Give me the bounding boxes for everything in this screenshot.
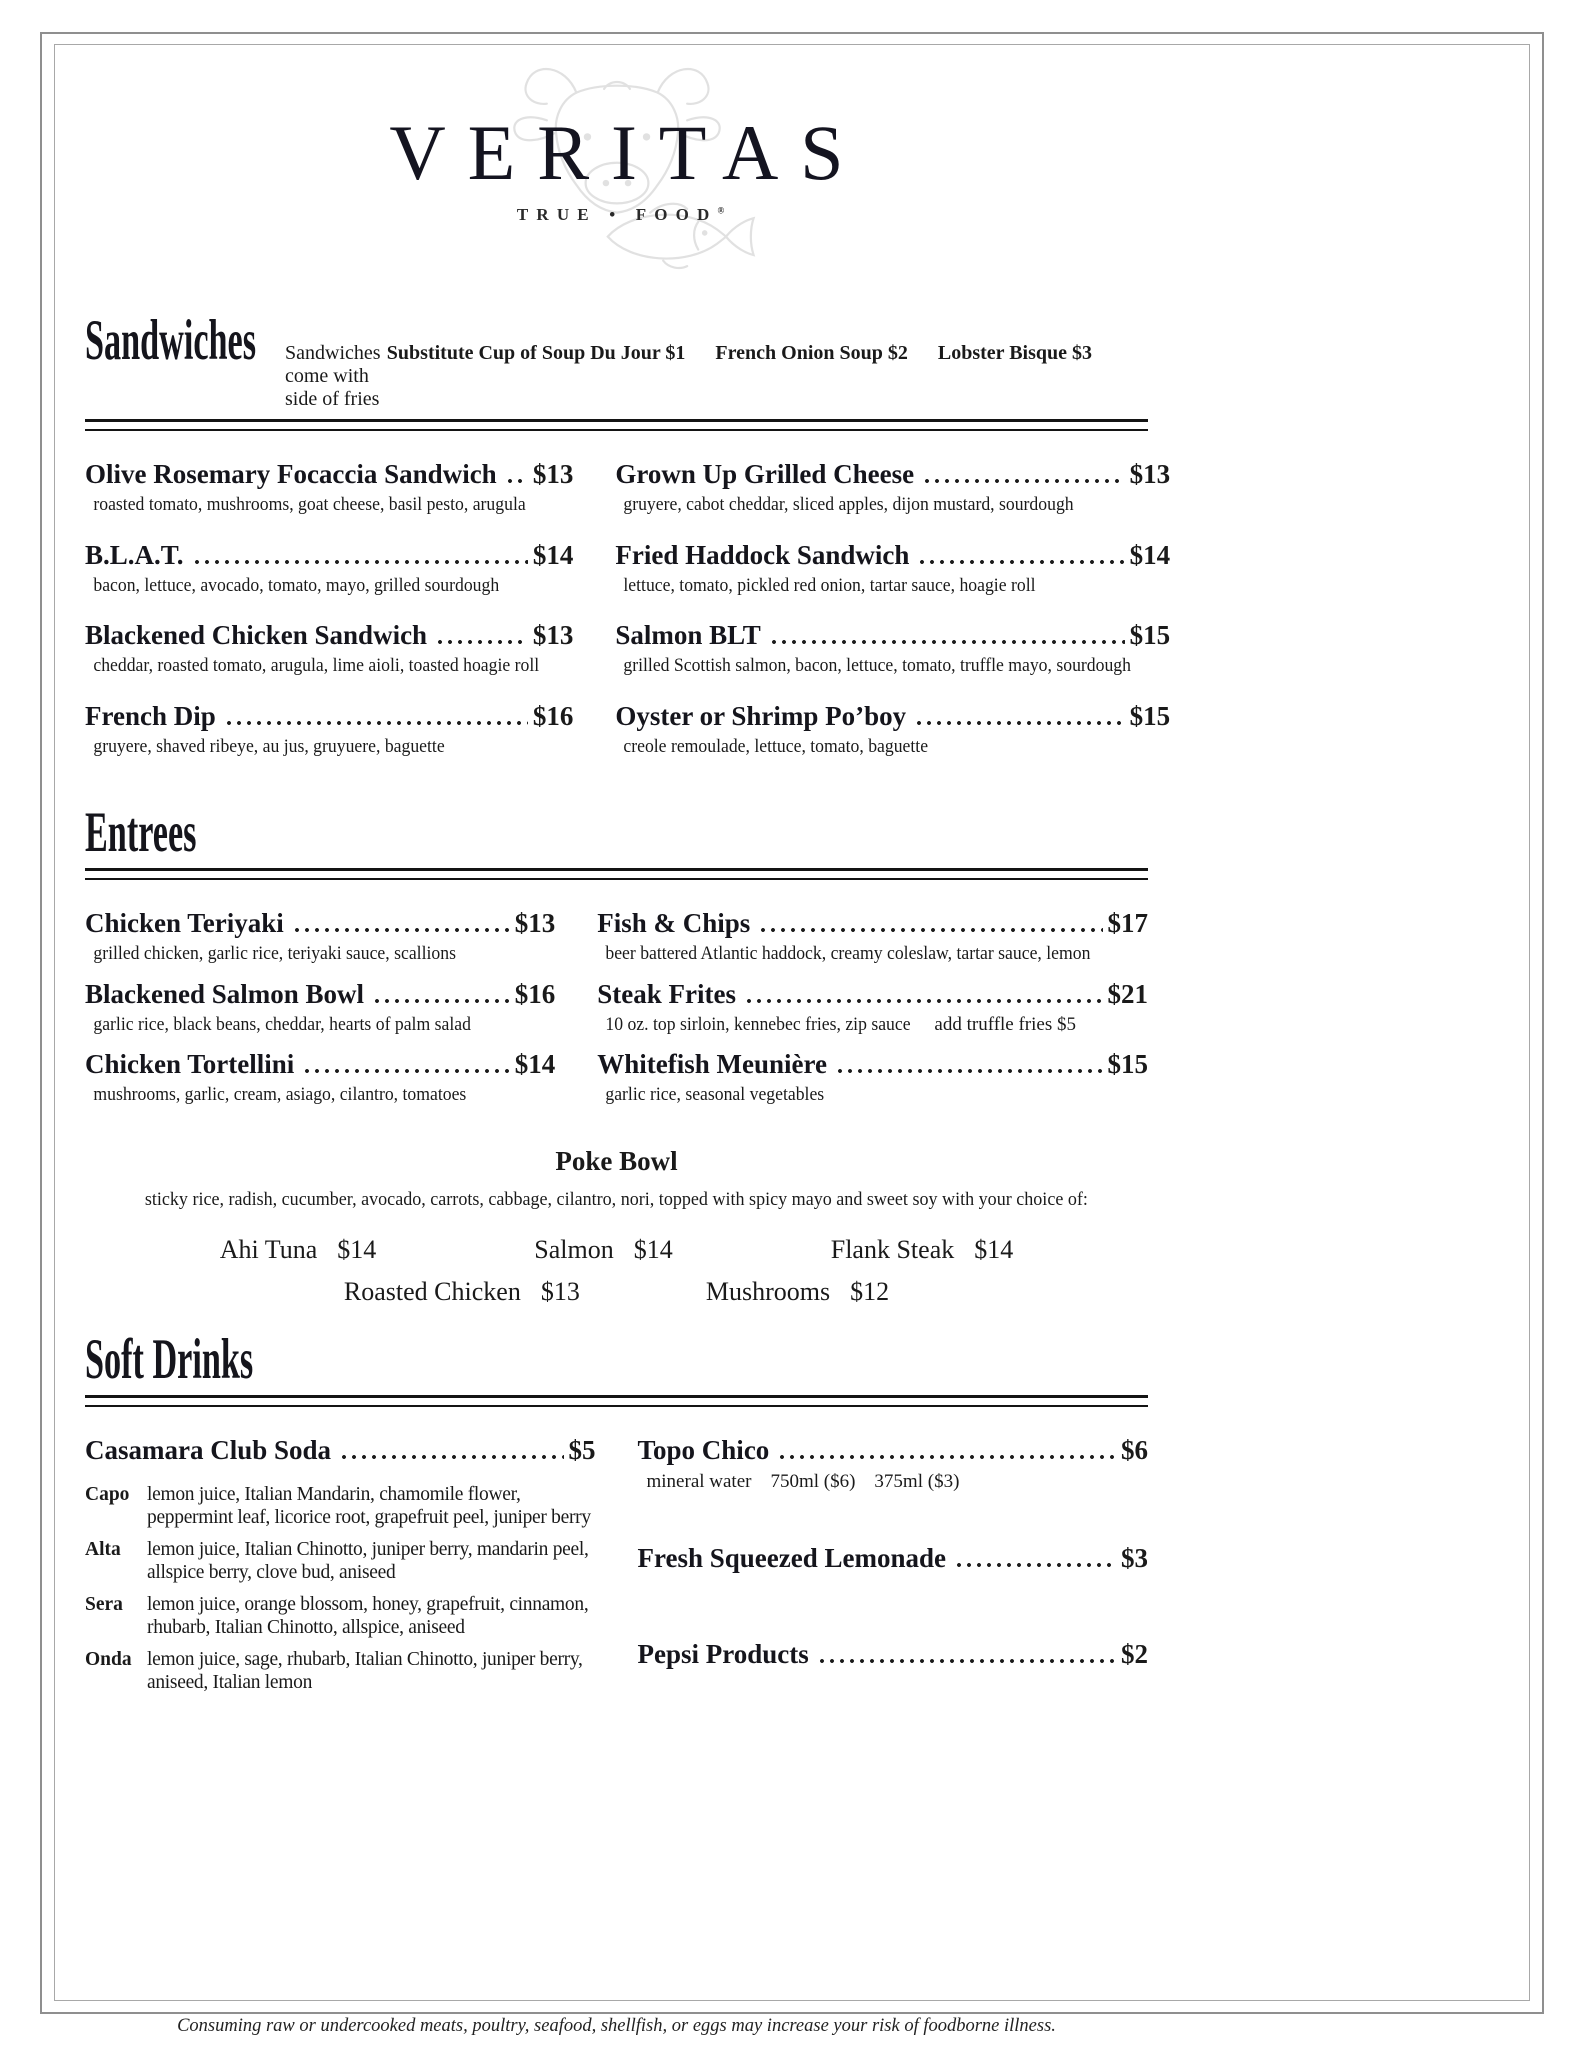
variant-name: Alta xyxy=(85,1539,121,1561)
poke-options-row-1 xyxy=(85,1235,1148,1265)
item-name: Whitefish Meunière xyxy=(597,1049,827,1080)
item-name: Olive Rosemary Focaccia Sandwich xyxy=(85,459,497,489)
dotted-leader xyxy=(744,998,1103,1004)
item-description-row xyxy=(85,574,573,599)
dotted-leader xyxy=(954,1562,1116,1568)
poke-option-name: Salmon xyxy=(534,1235,614,1265)
item-description-row xyxy=(597,942,1148,967)
section-divider xyxy=(85,1395,1148,1407)
poke-option xyxy=(706,1277,889,1307)
variant-description: lemon juice, sage, rhubarb, Italian Chinotto, juniper berry, aniseed, Italian lemon xyxy=(147,1649,583,1694)
item-description: grilled chicken, garlic rice, teriyaki sauce, scallions xyxy=(93,942,456,964)
dotted-leader xyxy=(777,1454,1116,1460)
item-title-row xyxy=(85,906,555,940)
section-entrees xyxy=(85,800,1148,1307)
item-title-row xyxy=(85,457,573,491)
item-description-row xyxy=(615,735,1170,760)
entrees-right-column xyxy=(597,906,1148,1118)
section-title-wrap xyxy=(85,800,217,864)
item-description-row xyxy=(85,1013,555,1038)
menu-item xyxy=(85,906,555,967)
item-price: $5 xyxy=(568,1435,596,1466)
item-title-row xyxy=(615,538,1170,572)
entrees-left-column xyxy=(85,906,555,1118)
item-name: Blackened Chicken Sandwich xyxy=(85,620,428,651)
soup-substitution-options xyxy=(387,342,1148,365)
item-name: Grown Up Grilled Cheese xyxy=(615,459,915,489)
item-price: $14 xyxy=(1129,539,1171,570)
item-title-row xyxy=(615,457,1170,491)
poke-option-price: $14 xyxy=(337,1235,377,1265)
entrees-items xyxy=(85,906,1148,1118)
item-title-row xyxy=(597,977,1148,1011)
menu-item xyxy=(85,977,555,1038)
item-price: $2 xyxy=(1121,1638,1148,1669)
restaurant-name: VERITAS xyxy=(389,109,866,196)
sandwiches-right-column xyxy=(615,457,1170,780)
sandwiches-left-column xyxy=(85,457,573,780)
item-description: gruyere, cabot cheddar, sliced apples, dijon mustard, sourdough xyxy=(623,494,1074,516)
poke-option-name: Ahi Tuna xyxy=(219,1235,318,1265)
item-price: $16 xyxy=(532,701,574,732)
footer-disclaimer: Consuming raw or undercooked meats, poultry, seafood, shellfish, or eggs may increase your risk of foodborne illness. xyxy=(177,2016,1056,2036)
poke-option-price: $14 xyxy=(974,1235,1014,1265)
item-title-row xyxy=(615,618,1170,652)
item-title-row xyxy=(615,699,1170,733)
item-title-row xyxy=(85,1433,596,1467)
item-title-row xyxy=(85,977,555,1011)
variant-description: lemon juice, Italian Chinotto, juniper berry, mandarin peel, allspice berry, clove bud, aniseed xyxy=(147,1539,589,1584)
dotted-leader xyxy=(917,559,1124,565)
variant-description: lemon juice, orange blossom, honey, grapefruit, cinnamon, rhubarb, Italian Chinotto, allspice, aniseed xyxy=(147,1594,589,1639)
item-subtext: mineral water 750ml ($6) 375ml ($3) xyxy=(646,1471,960,1493)
item-description-row xyxy=(85,493,573,518)
logo-block xyxy=(85,48,1148,288)
item-description: cheddar, roasted tomato, arugula, lime aioli, toasted hoagie roll xyxy=(93,655,540,677)
menu-item xyxy=(85,1047,555,1108)
item-description: gruyere, shaved ribeye, au jus, gruyuere, baguette xyxy=(93,736,445,758)
item-name: Casamara Club Soda xyxy=(85,1435,332,1466)
menu-item-casamara xyxy=(85,1433,596,1467)
item-name: Fresh Squeezed Lemonade xyxy=(637,1542,946,1573)
menu-item xyxy=(597,1047,1148,1108)
variant-description: lemon juice, Italian Mandarin, chamomile flower, peppermint leaf, licorice root, grapefruit peel, juniper berry xyxy=(147,1484,591,1529)
dotted-leader xyxy=(505,478,528,484)
menu-item xyxy=(85,618,573,679)
item-title-row xyxy=(638,1637,1149,1671)
item-description: garlic rice, black beans, cheddar, hearts of palm salad xyxy=(93,1013,471,1035)
item-name: Blackened Salmon Bowl xyxy=(85,978,365,1009)
item-title-row xyxy=(597,1047,1148,1081)
soda-variant xyxy=(85,1593,596,1639)
section-divider xyxy=(85,419,1148,431)
poke-bowl-description: sticky rice, radish, cucumber, avocado, carrots, cabbage, cilantro, nori, topped with spicy mayo and sweet soy with your choice of: xyxy=(144,1189,1089,1211)
poke-option-price: $14 xyxy=(633,1235,673,1265)
sandwiches-items xyxy=(85,457,1171,780)
item-title-row xyxy=(85,699,573,733)
item-price: $15 xyxy=(1129,701,1171,732)
item-name: Chicken Tortellini xyxy=(85,1049,295,1080)
poke-option xyxy=(220,1235,377,1265)
item-name: Topo Chico xyxy=(637,1435,770,1466)
item-description-row xyxy=(85,942,555,967)
item-title-row xyxy=(597,906,1148,940)
soup-option-du-jour: Substitute Cup of Soup Du Jour $1 xyxy=(386,342,686,364)
soda-variant xyxy=(85,1538,596,1584)
item-price: $15 xyxy=(1129,620,1171,651)
dotted-leader xyxy=(372,998,510,1004)
item-description: roasted tomato, mushrooms, goat cheese, basil pesto, arugula xyxy=(93,494,526,516)
item-price: $17 xyxy=(1107,907,1148,938)
dotted-leader xyxy=(817,1658,1116,1664)
soft-drinks-right-column xyxy=(638,1433,1149,1703)
item-price: $21 xyxy=(1107,978,1148,1009)
dotted-leader xyxy=(769,639,1125,645)
section-title-entrees: Entrees xyxy=(85,800,197,864)
dotted-leader xyxy=(224,720,528,726)
poke-option-name: Flank Steak xyxy=(830,1235,955,1265)
poke-option xyxy=(534,1235,672,1265)
item-name: B.L.A.T. xyxy=(85,539,184,570)
item-price: $14 xyxy=(514,1049,556,1080)
item-description: mushrooms, garlic, cream, asiago, cilantro, tomatoes xyxy=(93,1084,467,1106)
menu-item xyxy=(615,538,1170,599)
poke-option xyxy=(344,1277,580,1307)
item-addon-note: add truffle fries $5 xyxy=(934,1013,1076,1035)
soda-variant xyxy=(85,1483,596,1529)
item-price: $13 xyxy=(532,459,574,489)
poke-option-price: $12 xyxy=(850,1277,890,1307)
poke-option-price: $13 xyxy=(540,1277,580,1307)
item-price: $3 xyxy=(1121,1542,1148,1573)
menu-item xyxy=(85,538,573,599)
section-title-soft-drinks: Soft Drinks xyxy=(85,1328,254,1392)
item-description-row xyxy=(85,654,573,679)
menu-page xyxy=(85,48,1171,1703)
variant-name: Capo xyxy=(85,1484,130,1506)
item-name: French Dip xyxy=(85,701,216,732)
tagline-text: TRUE • FOOD xyxy=(516,205,718,224)
item-price: $13 xyxy=(514,907,556,938)
item-description: grilled Scottish salmon, bacon, lettuce, tomato, truffle mayo, sourdough xyxy=(623,655,1132,677)
menu-item xyxy=(85,457,573,518)
item-name: Pepsi Products xyxy=(637,1638,809,1669)
item-description-row xyxy=(597,1013,1148,1038)
section-sandwiches xyxy=(85,309,1171,780)
item-description: beer battered Atlantic haddock, creamy coleslaw, tartar sauce, lemon xyxy=(605,942,1091,964)
item-name: Fried Haddock Sandwich xyxy=(615,539,910,570)
dotted-leader xyxy=(292,927,510,933)
section-title-wrap xyxy=(85,309,271,372)
soft-drinks-header xyxy=(85,1328,1148,1392)
item-description: 10 oz. top sirloin, kennebec fries, zip sauce xyxy=(605,1013,911,1035)
item-price: $14 xyxy=(532,539,574,570)
poke-bowl-block xyxy=(85,1146,1148,1307)
item-price: $13 xyxy=(1129,459,1171,489)
item-description: garlic rice, seasonal vegetables xyxy=(605,1084,825,1106)
item-title-row xyxy=(638,1433,1149,1467)
poke-option xyxy=(831,1235,1014,1265)
casamara-variants xyxy=(85,1483,596,1694)
item-name: Fish & Chips xyxy=(597,907,751,938)
item-description-row xyxy=(85,735,573,760)
item-description-row xyxy=(597,1083,1148,1108)
tagline xyxy=(85,205,1148,225)
dotted-leader xyxy=(192,559,528,565)
menu-item xyxy=(597,906,1148,967)
menu-item xyxy=(638,1637,1149,1671)
item-title-row xyxy=(85,618,573,652)
soup-option-french-onion: French Onion Soup $2 xyxy=(715,342,908,364)
menu-item xyxy=(85,699,573,760)
poke-options-row-2 xyxy=(85,1277,1148,1307)
section-divider xyxy=(85,868,1148,880)
variant-name: Onda xyxy=(85,1649,132,1671)
section-title-wrap xyxy=(85,1328,281,1392)
menu-item xyxy=(615,618,1170,679)
section-title-sandwiches: Sandwiches xyxy=(85,309,257,372)
item-title-row xyxy=(638,1541,1149,1575)
item-price: $6 xyxy=(1121,1435,1148,1466)
dotted-leader xyxy=(922,478,1125,484)
dotted-leader xyxy=(914,720,1125,726)
menu-item xyxy=(638,1433,1149,1495)
poke-option-name: Mushrooms xyxy=(705,1277,831,1307)
item-price: $13 xyxy=(532,620,574,651)
dotted-leader xyxy=(435,639,528,645)
item-description-row xyxy=(615,574,1170,599)
item-name: Salmon BLT xyxy=(615,620,761,651)
sandwiches-header xyxy=(85,309,1148,411)
variant-name: Sera xyxy=(85,1594,123,1616)
dotted-leader xyxy=(302,1068,509,1074)
menu-item xyxy=(615,457,1170,518)
item-description: creole remoulade, lettuce, tomato, baguette xyxy=(623,736,929,758)
poke-option-name: Roasted Chicken xyxy=(343,1277,521,1307)
dotted-leader xyxy=(339,1454,563,1460)
menu-item xyxy=(597,977,1148,1038)
entrees-header xyxy=(85,800,1148,864)
item-description: bacon, lettuce, avocado, tomato, mayo, grilled sourdough xyxy=(93,574,500,596)
item-price: $15 xyxy=(1107,1049,1148,1080)
registered-mark: ® xyxy=(717,205,725,216)
item-name: Chicken Teriyaki xyxy=(85,907,284,938)
item-title-row xyxy=(85,538,573,572)
soup-option-lobster-bisque: Lobster Bisque $3 xyxy=(937,342,1092,364)
menu-item xyxy=(615,699,1170,760)
item-description-row xyxy=(615,493,1170,518)
section-soft-drinks xyxy=(85,1328,1148,1703)
item-name: Steak Frites xyxy=(597,978,736,1009)
item-description: lettuce, tomato, pickled red onion, tartar sauce, hoagie roll xyxy=(623,574,1036,596)
dotted-leader xyxy=(835,1068,1103,1074)
item-description-row xyxy=(615,654,1170,679)
item-title-row xyxy=(85,1047,555,1081)
menu-item xyxy=(638,1541,1149,1575)
soft-drinks-items xyxy=(85,1433,1148,1703)
soda-variant xyxy=(85,1648,596,1694)
item-price: $16 xyxy=(514,978,556,1009)
soft-drinks-left-column xyxy=(85,1433,596,1703)
dotted-leader xyxy=(758,927,1102,933)
item-description-row xyxy=(85,1083,555,1108)
sandwiches-note: Sandwiches come with side of fries xyxy=(285,342,381,410)
poke-bowl-title: Poke Bowl xyxy=(555,1146,678,1177)
item-name: Oyster or Shrimp Po’boy xyxy=(615,701,907,732)
